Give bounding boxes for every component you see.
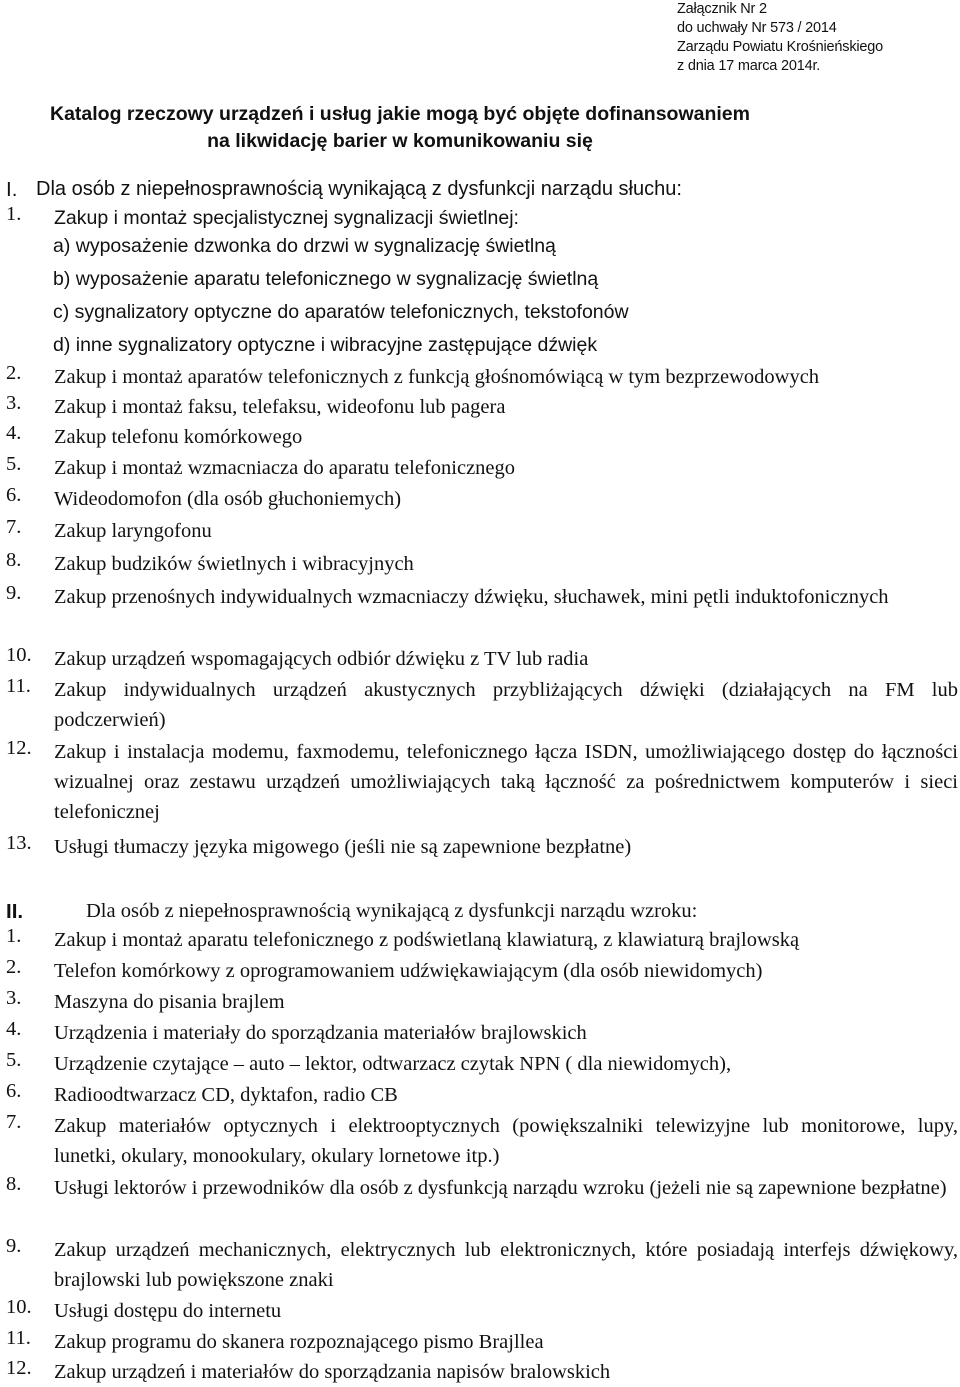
item-text: Zakup urządzeń mechanicznych, elektrycznych lub elektronicznych, które posiadają interfejs dźwiękowy, brajlowski lub powiększone znaki: [54, 1239, 958, 1291]
section-number: I.: [6, 178, 18, 201]
item-number: 13.: [6, 832, 32, 854]
item-text: Urządzenia i materiały do sporządzania materiałów brajlowskich: [54, 1022, 587, 1044]
item-number: 8.: [6, 1173, 22, 1195]
item-number: 6.: [6, 484, 22, 506]
document-title: [0, 101, 800, 155]
item-number: 6.: [6, 1080, 22, 1102]
item-number: 2.: [6, 956, 22, 978]
item-text: Zakup i montaż faksu, telefaksu, wideofonu lub pagera: [54, 396, 506, 418]
item-number: 12.: [6, 1357, 32, 1379]
item-text: Zakup i montaż aparatu telefonicznego z podświetlaną klawiaturą, z klawiaturą brajlowską: [54, 929, 800, 951]
item-number: 4.: [6, 1018, 22, 1040]
item-number: 10.: [6, 1296, 32, 1318]
item-text: Usługi lektorów i przewodników dla osób z dysfunkcją narządu wzroku (jeżeli nie są zapewnione bezpłatne): [54, 1177, 947, 1199]
subitem-text: a) wyposażenie dzwonka do drzwi w sygnalizację świetlną: [53, 235, 556, 257]
item-number: 1.: [6, 925, 22, 947]
item-text: Zakup laryngofonu: [54, 520, 212, 542]
item-text: Urządzenie czytające – auto – lektor, odtwarzacz czytak NPN ( dla niewidomych),: [54, 1053, 732, 1075]
item-text: Radioodtwarzacz CD, dyktafon, radio CB: [54, 1084, 398, 1106]
item-number: 3.: [6, 987, 22, 1009]
subitem-text: b) wyposażenie aparatu telefonicznego w sygnalizację świetlną: [53, 268, 599, 290]
item-number: 8.: [6, 549, 22, 571]
item-text: Wideodomofon (dla osób głuchoniemych): [54, 488, 402, 510]
section-number: II.: [6, 900, 24, 923]
item-number: 5.: [6, 453, 22, 475]
item-text: Zakup urządzeń wspomagających odbiór dźwięku z TV lub radia: [54, 648, 589, 670]
section-title: Dla osób z niepełnosprawnością wynikającą z dysfunkcji narządu słuchu:: [36, 178, 682, 200]
item-text: Usługi tłumaczy języka migowego (jeśli nie są zapewnione bezpłatne): [54, 836, 632, 858]
item-number: 11.: [6, 1327, 31, 1349]
item-number: 7.: [6, 516, 22, 538]
item-text: Zakup programu do skanera rozpoznającego pismo Brajllea: [54, 1331, 544, 1353]
item-number: 3.: [6, 392, 22, 414]
item-text: Zakup telefonu komórkowego: [54, 426, 303, 448]
attachment-line: Załącznik Nr 2: [677, 1, 767, 17]
item-number: 12.: [6, 737, 32, 759]
item-number: 4.: [6, 422, 22, 444]
item-number: 5.: [6, 1049, 22, 1071]
item-text: Zakup materiałów optycznych i elektrooptycznych (powiększalniki telewizyjne lub monitorowe, lupy, lunetki, okulary, monookulary, okulary lornetowe itp.): [54, 1115, 958, 1167]
attachment-header: [677, 0, 883, 76]
item-text: Zakup urządzeń i materiałów do sporządzania napisów bralowskich: [54, 1361, 611, 1383]
item-text: Zakup i montaż aparatów telefonicznych z funkcją głośnomówiącą w tym bezprzewodowych: [54, 366, 820, 388]
item-text: Zakup indywidualnych urządzeń akustycznych przybliżających dźwięki (działających na FM lub podczerwień): [54, 679, 958, 731]
section-title: Dla osób z niepełnosprawnością wynikającą z dysfunkcji narządu wzroku:: [86, 900, 698, 922]
title-line: Katalog rzeczowy urządzeń i usług jakie mogą być objęte dofinansowaniem: [50, 103, 750, 125]
item-text: Zakup budzików świetlnych i wibracyjnych: [54, 553, 414, 575]
subitem-text: c) sygnalizatory optyczne do aparatów telefonicznych, tekstofonów: [53, 301, 629, 323]
item-number: 9.: [6, 582, 22, 604]
item-number: 1.: [6, 203, 22, 225]
item-number: 11.: [6, 675, 31, 697]
item-text: Usługi dostępu do internetu: [54, 1300, 282, 1322]
item-text: Telefon komórkowy z oprogramowaniem udźwiękawiającym (dla osób niewidomych): [54, 960, 763, 982]
item-text: Zakup i montaż wzmacniacza do aparatu telefonicznego: [54, 457, 516, 479]
item-text: Maszyna do pisania brajlem: [54, 991, 285, 1013]
item-text: Zakup i montaż specjalistycznej sygnalizacji świetlnej:: [54, 207, 519, 229]
item-text: Zakup i instalacja modemu, faxmodemu, telefonicznego łącza ISDN, umożliwiającego dostęp do łączności wizualnej oraz zestawu urządzeń umożliwiających taką łączność za pośrednictwem komputerów i sieci telefonicznej: [54, 741, 958, 823]
item-text: Zakup przenośnych indywidualnych wzmacniaczy dźwięku, słuchawek, mini pętli induktofonicznych: [54, 586, 889, 608]
title-line: na likwidację barier w komunikowaniu się: [207, 130, 593, 152]
subitem-text: d) inne sygnalizatory optyczne i wibracyjne zastępujące dźwięk: [53, 334, 598, 356]
item-number: 9.: [6, 1235, 22, 1257]
attachment-line: Zarządu Powiatu Krośnieńskiego: [677, 39, 883, 55]
item-number: 10.: [6, 644, 32, 666]
attachment-line: do uchwały Nr 573 / 2014: [677, 20, 837, 36]
attachment-line: z dnia 17 marca 2014r.: [677, 58, 821, 74]
item-number: 7.: [6, 1111, 22, 1133]
item-number: 2.: [6, 362, 22, 384]
